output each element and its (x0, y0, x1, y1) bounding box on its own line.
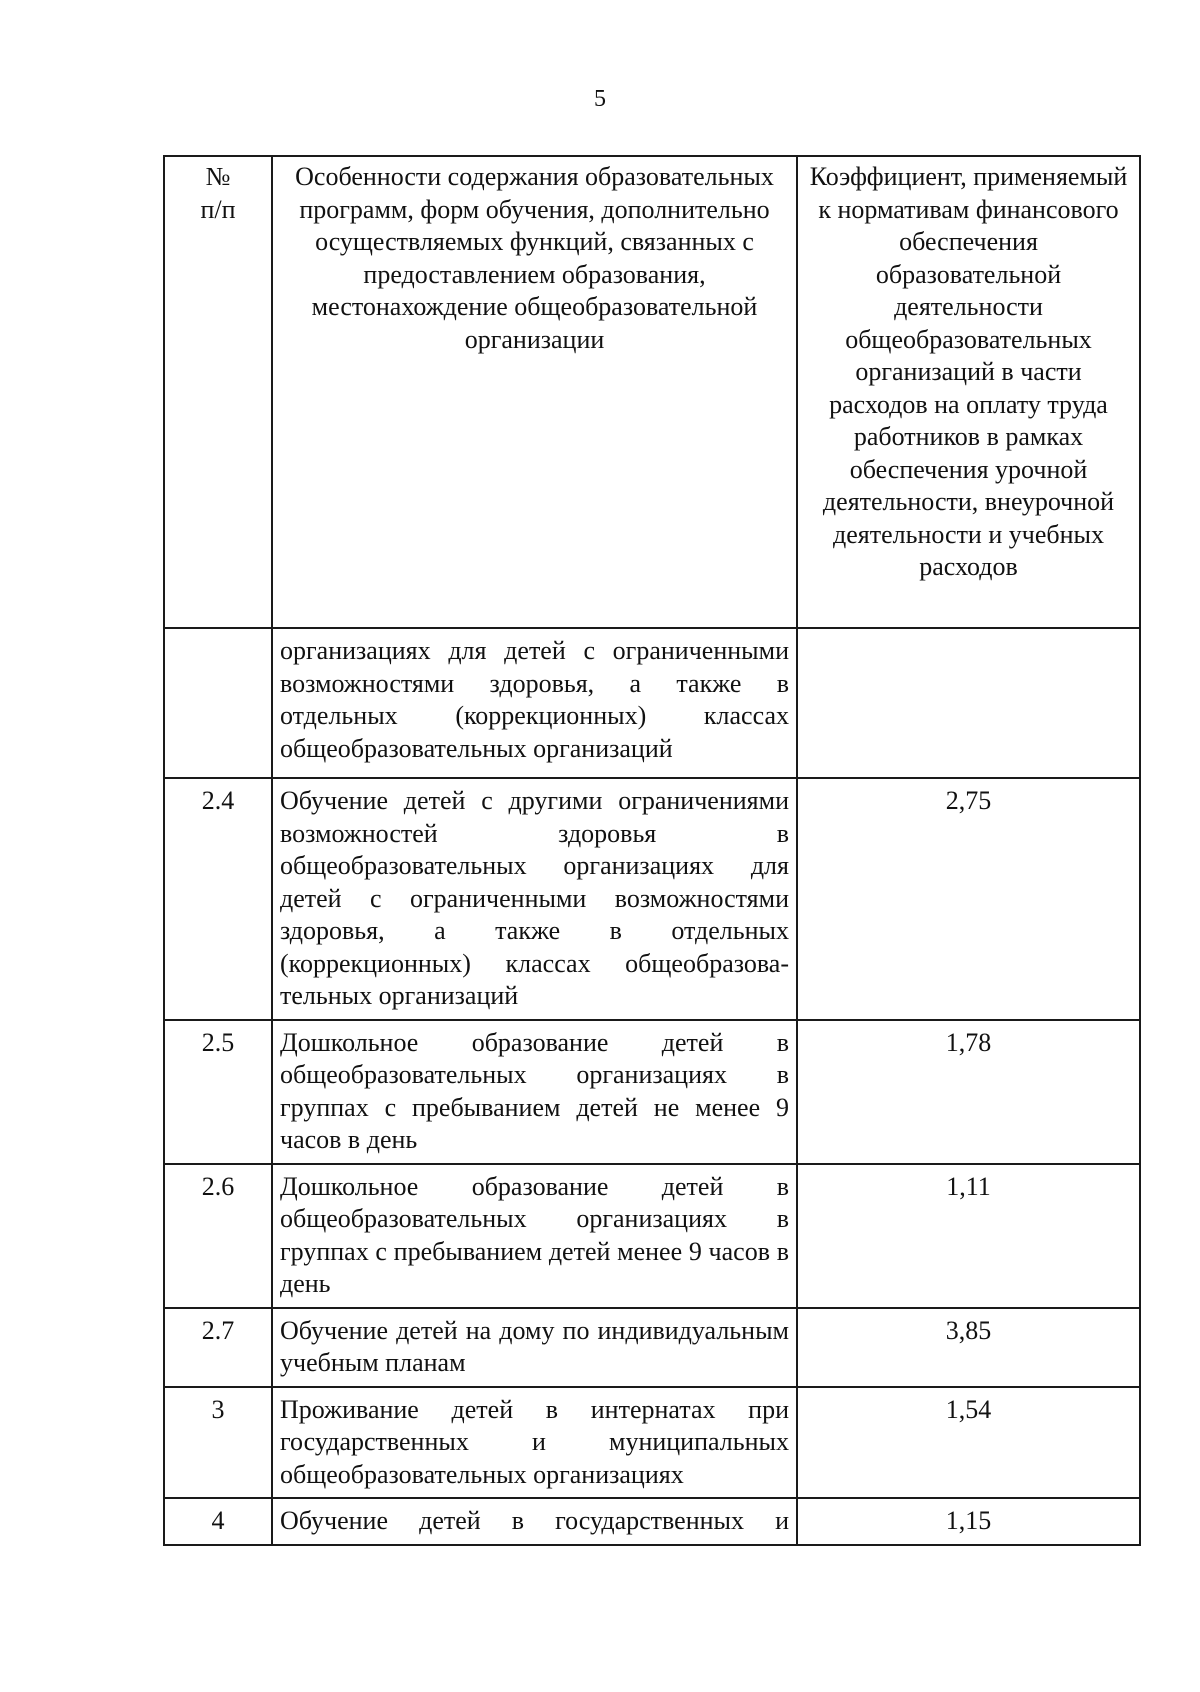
header-description: Особенности содержания образовательных программ, форм обучения, дополнительно осуществляемых функций, связанных с предоставлением образования, местонахождение общеобразовательной организации (272, 156, 797, 628)
row-description: Обучение детей с другими ограничениями возможностей здоровья в общеобразовательных организациях для детей с ограниченными возможностями здоровья, а также в отдельных (коррекционных) классах общеобразова-тельных организаций (272, 778, 797, 1020)
table-row (164, 1387, 1140, 1499)
header-coefficient: Коэффициент, применяемый к нормативам финансового обеспечения образовательной деятельности общеобразовательных организаций в части расходов на оплату труда работников в рамках обеспечения урочной деятельности, внеурочной деятельности и учебных расходов (797, 156, 1140, 628)
row-number: 3 (164, 1387, 272, 1499)
table-row (164, 628, 1140, 778)
row-coefficient: 1,54 (797, 1387, 1140, 1499)
table-row (164, 1020, 1140, 1164)
table-header-row (164, 156, 1140, 628)
table-row (164, 1498, 1140, 1545)
header-number (164, 156, 272, 628)
row-coefficient: 3,85 (797, 1308, 1140, 1387)
row-description: организациях для детей с ограниченными возможностями здоровья, а также в отдельных (коррекционных) классах общеобразовательных организаций (272, 628, 797, 778)
header-number-symbol: № (205, 162, 231, 191)
row-number: 4 (164, 1498, 272, 1545)
page-number: 5 (594, 86, 606, 112)
row-coefficient: 1,11 (797, 1164, 1140, 1308)
row-coefficient: 1,15 (797, 1498, 1140, 1545)
row-coefficient (797, 628, 1140, 778)
table-row (164, 778, 1140, 1020)
row-description: Проживание детей в интернатах при государственных и муниципальных общеобразовательных организациях (272, 1387, 797, 1499)
row-description: Дошкольное образование детей в общеобразовательных организациях в группах с пребыванием детей менее 9 часов в день (272, 1164, 797, 1308)
row-number: 2.5 (164, 1020, 272, 1164)
coefficient-table (163, 155, 1141, 1546)
table-row (164, 1164, 1140, 1308)
row-description: Обучение детей на дому по индивидуальным учебным планам (272, 1308, 797, 1387)
row-number (164, 628, 272, 778)
row-coefficient: 1,78 (797, 1020, 1140, 1164)
row-coefficient: 2,75 (797, 778, 1140, 1020)
row-number: 2.7 (164, 1308, 272, 1387)
row-number: 2.6 (164, 1164, 272, 1308)
row-number: 2.4 (164, 778, 272, 1020)
row-description: Дошкольное образование детей в общеобразовательных организациях в группах с пребыванием детей не менее 9 часов в день (272, 1020, 797, 1164)
row-description: Обучение детей в государственных и (272, 1498, 797, 1545)
header-number-abbrev: п/п (200, 194, 236, 224)
table-row (164, 1308, 1140, 1387)
